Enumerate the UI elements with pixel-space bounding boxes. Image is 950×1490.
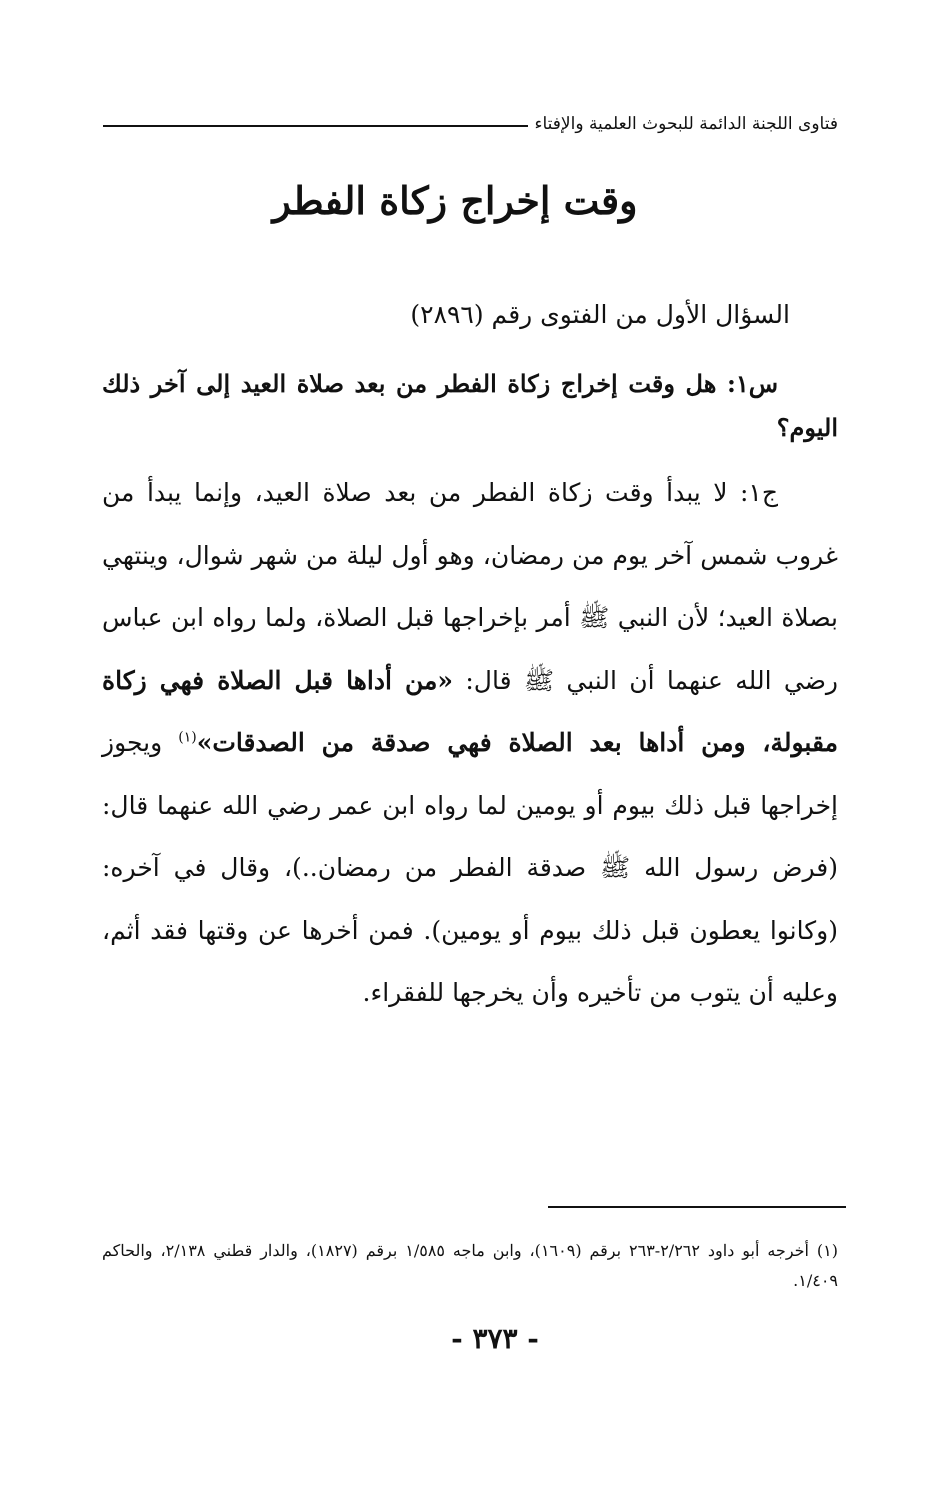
page-number: - ٣٧٣ -: [451, 1322, 539, 1355]
running-title: فتاوى اللجنة الدائمة للبحوث العلمية والإفتاء: [534, 114, 838, 134]
answer-paragraph: [102, 462, 838, 1025]
answer-part-2: ويجوز إخراجها قبل ذلك بيوم أو يومين لما رواه ابن عمر رضي الله عنهما قال: (فرض رسول الله ﷺ صدقة الفطر من رمضان..)، وقال في آخره: (وكانوا يعطون قبل ذلك بيوم أو يومين). فمن أخرها عن وقتها فقد أثم، وعليه أن يتوب من تأخيره وأن يخرجها للفقراء.: [102, 728, 838, 1007]
header-rule: [103, 125, 528, 127]
page-title: وقت إخراج زكاة الفطر: [272, 178, 638, 223]
question-text: س١: هل وقت إخراج زكاة الفطر من بعد صلاة العيد إلى آخر ذلك اليوم؟: [102, 369, 838, 442]
footnote: (١) أخرجه أبو داود ٢/٢٦٢-٢٦٣ برقم (١٦٠٩)، وابن ماجه ١/٥٨٥ برقم (١٨٢٧)، والدار قطني ٢/١٣٨، والحاكم ١/٤٠٩.: [102, 1241, 839, 1290]
footnote-marker: (١): [178, 729, 197, 746]
footnote-separator: [548, 1206, 846, 1208]
answer-part-1: ج١: لا يبدأ وقت زكاة الفطر من بعد صلاة العيد، وإنما يبدأ من غروب شمس آخر يوم من رمضان، وهو أول ليلة من شهر شوال، وينتهي بصلاة العيد؛ لأن النبي ﷺ أمر بإخراجها قبل الصلاة، ولما رواه ابن عباس رضي الله عنهما أن النبي ﷺ قال:: [102, 478, 839, 695]
fatwa-reference: السؤال الأول من الفتوى رقم (٢٨٩٦): [410, 300, 790, 329]
running-header: [103, 104, 838, 144]
hadith-quote: «من أداها قبل الصلاة فهي زكاة مقبولة، ومن أداها بعد الصلاة فهي صدقة من الصدقات»: [102, 665, 838, 757]
